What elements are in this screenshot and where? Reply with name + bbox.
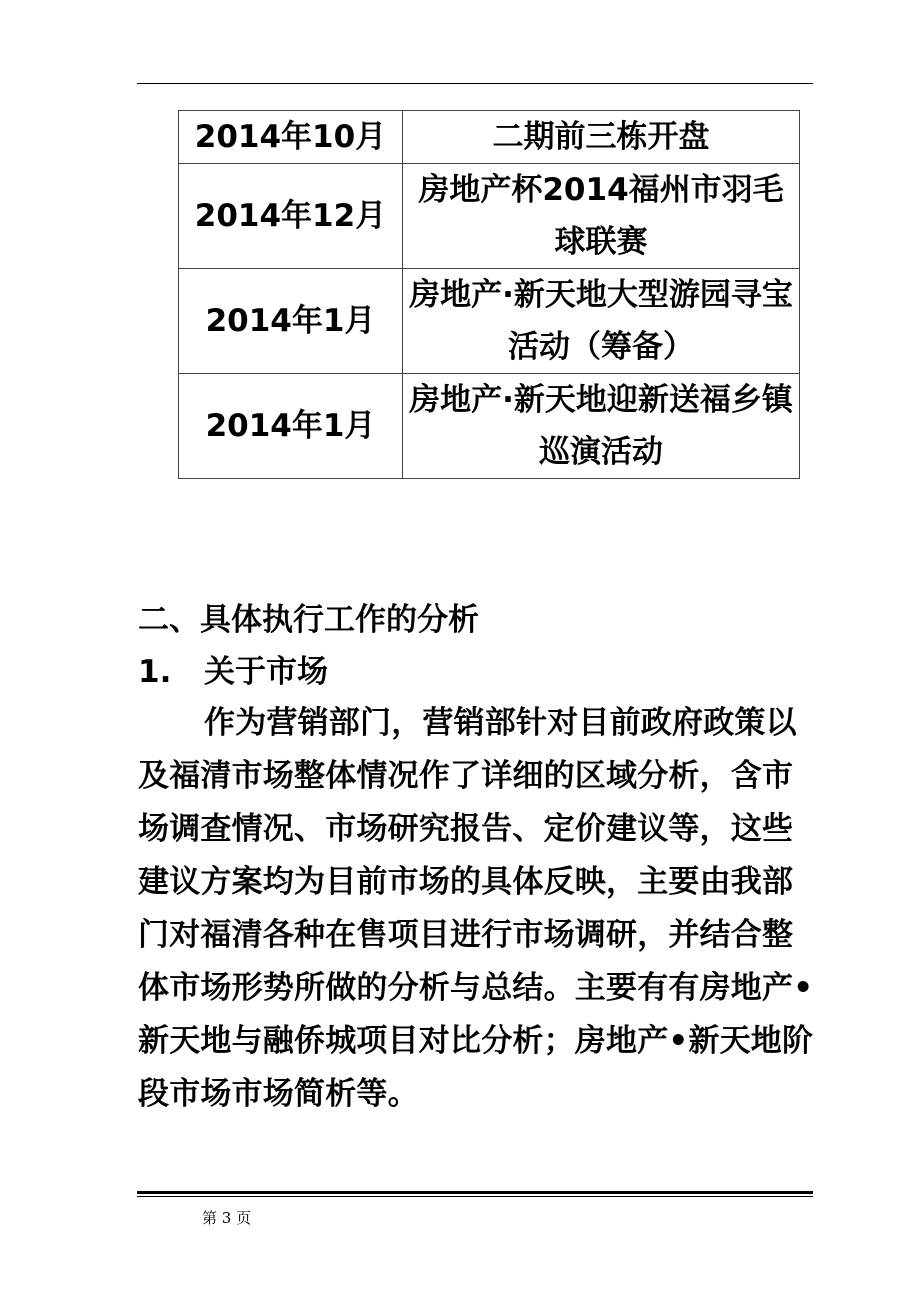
date-cell: 2014年1月	[179, 374, 403, 479]
body-paragraph: 作为营销部门，营销部针对目前政府政策以及福清市场整体情况作了详细的区域分析，含市场调查情况、市场研究报告、定价建议等，这些建议方案均为目前市场的具体反映，主要由我部门对福清各种在售项目进行市场调研，并结合整体市场形势所做的分析与总结。主要有有房地产•新天地与融侨城项目对比分析；房地产•新天地阶段市场市场简析等。	[138, 705, 814, 1112]
date-cell: 2014年12月	[179, 164, 403, 269]
header-rule	[137, 83, 813, 84]
event-cell: 房地产杯2014福州市羽毛球联赛	[403, 164, 800, 269]
subsection-title: 关于市场	[204, 654, 328, 690]
table-row	[179, 111, 800, 164]
table-row	[179, 164, 800, 269]
events-table	[178, 110, 800, 479]
table-row	[179, 374, 800, 479]
page-number: 第 3 页	[202, 1209, 252, 1227]
event-cell: 房地产·新天地大型游园寻宝活动（筹备）	[403, 269, 800, 374]
table-row	[179, 269, 800, 374]
section-heading: 二、具体执行工作的分析	[138, 602, 479, 638]
event-cell: 房地产·新天地迎新送福乡镇巡演活动	[403, 374, 800, 479]
event-cell: 二期前三栋开盘	[403, 111, 800, 164]
date-cell: 2014年10月	[179, 111, 403, 164]
date-cell: 2014年1月	[179, 269, 403, 374]
subsection-number: 1.	[138, 654, 172, 690]
subsection-heading	[138, 647, 814, 697]
footer-rule-thin	[137, 1196, 813, 1197]
footer-rule	[137, 1191, 813, 1194]
